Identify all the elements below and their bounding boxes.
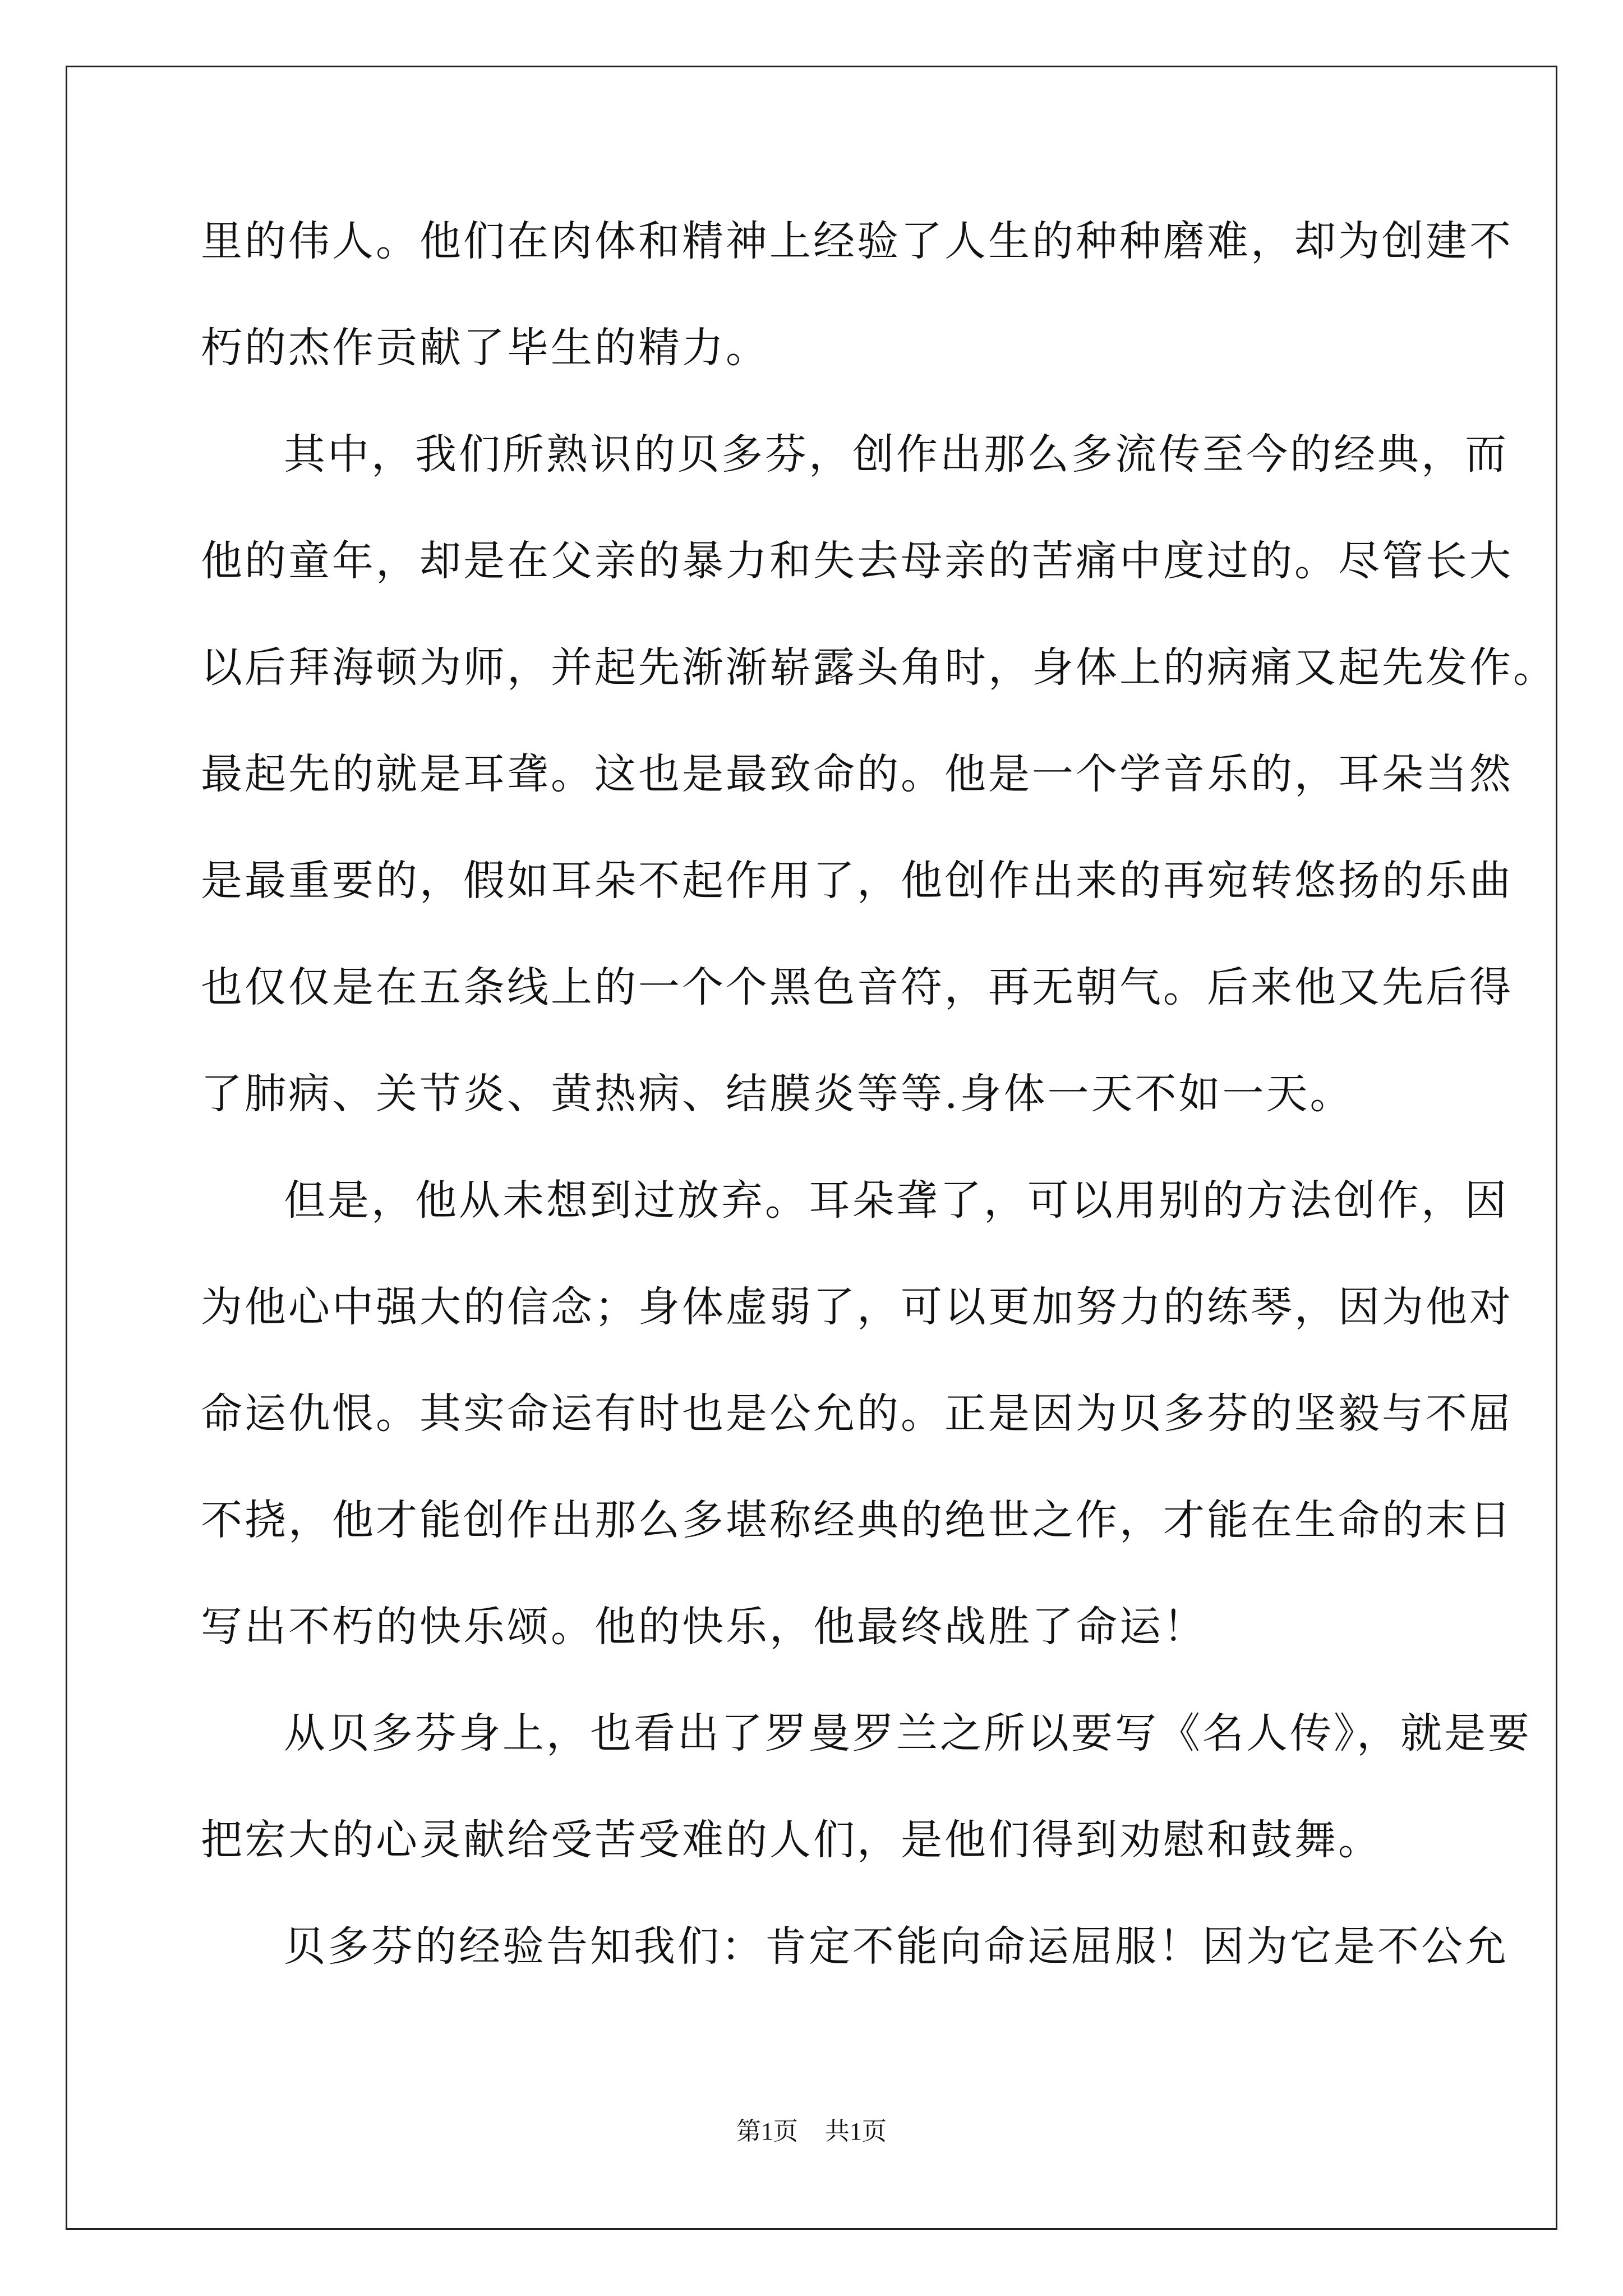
text-line: 里的伟人。他们在肉体和精神上经验了人生的种种磨难，却为创建不 (201, 217, 1513, 265)
paragraph-start-line: 贝多芬的经验告知我们：肯定不能向命运屈服！因为它是不公允 (284, 1922, 1509, 1971)
text-line: 写出不朽的快乐颂。他的快乐，他最终战胜了命运！ (201, 1603, 1207, 1651)
text-line: 最起先的就是耳聋。这也是最致命的。他是一个学音乐的，耳朵当然 (201, 750, 1513, 798)
text-line: 不挠，他才能创作出那么多堪称经典的绝世之作，才能在生命的末日 (201, 1496, 1513, 1544)
page-total: 共1页 (825, 2118, 887, 2145)
paragraph-start-line: 但是，他从未想到过放弃。耳朵聋了，可以用别的方法创作，因 (284, 1176, 1509, 1225)
text-line: 命运仇恨。其实命运有时也是公允的。正是因为贝多芬的坚毅与不屈 (201, 1389, 1513, 1438)
text-line: 为他心中强大的信念；身体虚弱了，可以更加努力的练琴，因为他对 (201, 1283, 1513, 1331)
page-footer (0, 2115, 1623, 2148)
text-line: 朽的杰作贡献了毕生的精力。 (201, 324, 769, 372)
text-line: 把宏大的心灵献给受苦受难的人们，是他们得到劝慰和鼓舞。 (201, 1816, 1382, 1864)
text-line: 以后拜海顿为师，并起先渐渐崭露头角时，身体上的病痛又起先发作。 (201, 643, 1557, 692)
text-line: 了肺病、关节炎、黄热病、结膜炎等等.身体一天不如一天。 (201, 1070, 1354, 1118)
paragraph-start-line: 其中，我们所熟识的贝多芬，创作出那么多流传至今的经典，而 (284, 430, 1509, 478)
page-number: 第1页 (736, 2118, 798, 2145)
paragraph-start-line: 从贝多芬身上，也看出了罗曼罗兰之所以要写《名人传》，就是要 (284, 1709, 1532, 1757)
text-line: 也仅仅是在五条线上的一个个黑色音符，再无朝气。后来他又先后得 (201, 963, 1513, 1011)
text-line: 是最重要的，假如耳朵不起作用了，他创作出来的再宛转悠扬的乐曲 (201, 857, 1513, 905)
page-border (66, 66, 1557, 2230)
text-line: 他的童年，却是在父亲的暴力和失去母亲的苦痛中度过的。尽管长大 (201, 537, 1513, 585)
